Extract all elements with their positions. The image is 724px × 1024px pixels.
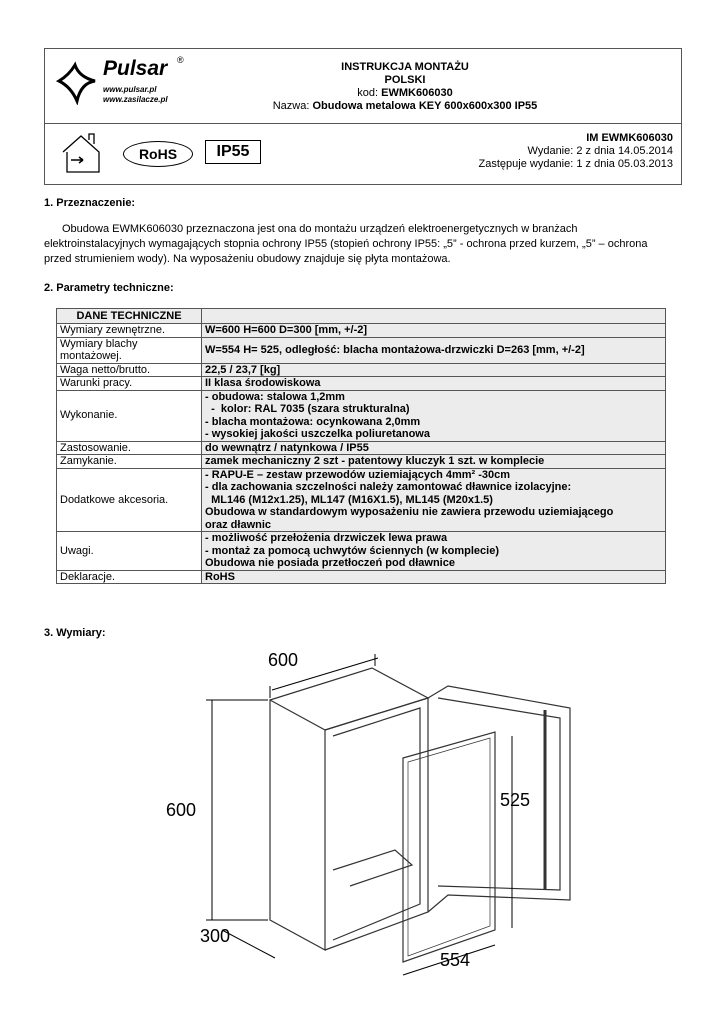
doc-title: INSTRUKCJA MONTAŻU xyxy=(341,61,469,73)
table-row xyxy=(57,363,666,377)
row-value xyxy=(202,337,666,363)
doc-language: POLSKI xyxy=(384,74,426,86)
row-value xyxy=(202,390,666,441)
value-line: - obudowa: stalowa 1,2mm xyxy=(205,390,345,403)
ip55-badge: IP55 xyxy=(205,140,261,164)
row-value xyxy=(202,570,666,584)
section-heading-purpose: 1. Przeznaczenie: xyxy=(44,197,136,209)
table-row xyxy=(57,377,666,391)
replaces-text: Zastępuje wydanie: 1 z dnia 05.03.2013 xyxy=(478,158,673,170)
logo-url-pulsar: www.pulsar.pl xyxy=(103,85,157,94)
code-value: EWMK606030 xyxy=(381,87,453,99)
table-row xyxy=(57,455,666,469)
name-label: Nazwa: xyxy=(272,100,313,112)
purpose-paragraph xyxy=(44,222,676,267)
value-line: - kolor: RAL 7035 (szara strukturalna) xyxy=(205,403,410,415)
row-label: Wykonanie. xyxy=(57,390,202,441)
value-line: - RAPU-E – zestaw przewodów uziemiających 4mm² -30cm xyxy=(205,468,511,481)
value-line: - możliwość przełożenia drzwiczek lewa prawa xyxy=(205,532,448,544)
row-value xyxy=(202,455,666,469)
table-header-cell: DANE TECHNICZNE xyxy=(57,309,202,324)
pulsar-logo-icon xyxy=(55,59,101,105)
dim-plate-height-label: 525 xyxy=(500,790,531,810)
doc-code xyxy=(245,87,565,100)
table-row xyxy=(57,532,666,571)
value-line: - montaż za pomocą uchwytów ściennych (w komplecie) xyxy=(205,544,500,557)
row-label: Wymiary blachy montażowej. xyxy=(57,337,202,363)
logo-registered-mark: ® xyxy=(177,55,184,65)
table-row xyxy=(57,324,666,338)
im-code: IM EWMK606030 xyxy=(586,132,673,144)
header-edition-block xyxy=(479,132,673,171)
dim-plate-width-label: 554 xyxy=(440,950,471,970)
purpose-text: Obudowa EWMK606030 przeznaczona jest ona do montażu urządzeń elektroenergetycznych w branżach elektroinstalacyjnych wymagających stopnia ochrony IP55 (stopień ochrony IP55: „5” - ochrona przed kurzem, „5” – ochrona przed strumieniem wody). Na wyposażeniu obudowy znajduje się płyta montażowa. xyxy=(44,223,648,265)
row-label: Dodatkowe akcesoria. xyxy=(57,468,202,532)
row-label: Deklaracje. xyxy=(57,570,202,584)
technical-data-table xyxy=(56,308,666,584)
value-line: - blacha montażowa: ocynkowana 2,0mm xyxy=(205,415,421,428)
table-row xyxy=(57,337,666,363)
indoor-house-icon xyxy=(59,130,109,176)
row-label: Wymiary zewnętrzne. xyxy=(57,324,202,338)
value-line: Obudowa w standardowym wyposażeniu nie zawiera przewodu uziemiającego xyxy=(205,506,614,518)
header-title-block xyxy=(245,61,565,113)
value-line: 22,5 / 23,7 [kg] xyxy=(205,363,281,376)
header-row-top xyxy=(45,49,681,124)
table-row xyxy=(57,468,666,532)
value-line: - dla zachowania szczelności należy zamontować dławnice izolacyjne: xyxy=(205,481,572,493)
row-label: Waga netto/brutto. xyxy=(57,363,202,377)
table-header-blank xyxy=(202,309,666,324)
row-value xyxy=(202,363,666,377)
table-row xyxy=(57,390,666,441)
code-label: kod: xyxy=(357,87,382,99)
enclosure-dimension-drawing xyxy=(150,640,600,1010)
row-value xyxy=(202,377,666,391)
rohs-badge: RoHS xyxy=(123,141,193,167)
value-line: W=554 H= 525, odległość: blacha montażowa-drzwiczki D=263 [mm, +/-2] xyxy=(205,343,585,356)
row-label: Warunki pracy. xyxy=(57,377,202,391)
logo-brand: Pulsar xyxy=(103,57,168,80)
table-row xyxy=(57,441,666,455)
dim-width-label: 600 xyxy=(268,650,299,670)
row-value xyxy=(202,532,666,571)
row-value xyxy=(202,324,666,338)
table-row xyxy=(57,570,666,584)
edition-text: Wydanie: 2 z dnia 14.05.2014 xyxy=(527,145,673,157)
value-line: W=600 H=600 D=300 [mm, +/-2] xyxy=(205,324,368,336)
row-label: Zamykanie. xyxy=(57,455,202,469)
value-line: RoHS xyxy=(205,570,235,583)
value-line: oraz dławnic xyxy=(205,518,272,531)
dim-depth-label: 300 xyxy=(200,926,231,946)
header-row-bottom xyxy=(45,124,681,184)
enclosure-outline xyxy=(270,668,570,962)
value-line: - wysokiej jakości uszczelka poliuretanowa xyxy=(205,428,430,440)
pulsar-logo xyxy=(55,55,215,115)
row-value xyxy=(202,441,666,455)
name-value: Obudowa metalowa KEY 600x600x300 IP55 xyxy=(312,100,538,112)
dim-height-label: 600 xyxy=(166,800,197,820)
table-header-row xyxy=(57,309,666,324)
document-header xyxy=(44,48,682,185)
value-line: Obudowa nie posiada przetłoczeń pod dławnice xyxy=(205,557,455,569)
section-heading-dimensions: 3. Wymiary: xyxy=(44,627,106,639)
row-value xyxy=(202,468,666,532)
value-line: ML146 (M12x1.25), ML147 (M16X1.5), ML145 (M20x1.5) xyxy=(205,493,493,506)
value-line: zamek mechaniczny 2 szt - patentowy kluczyk 1 szt. w komplecie xyxy=(205,455,545,467)
row-label: Uwagi. xyxy=(57,532,202,571)
doc-name xyxy=(245,100,565,113)
row-label: Zastosowanie. xyxy=(57,441,202,455)
logo-url-zasilacze: www.zasilacze.pl xyxy=(103,95,168,104)
section-heading-parameters: 2. Parametry techniczne: xyxy=(44,282,174,294)
value-line: II klasa środowiskowa xyxy=(205,377,321,389)
value-line: do wewnątrz / natynkowa / IP55 xyxy=(205,441,369,454)
